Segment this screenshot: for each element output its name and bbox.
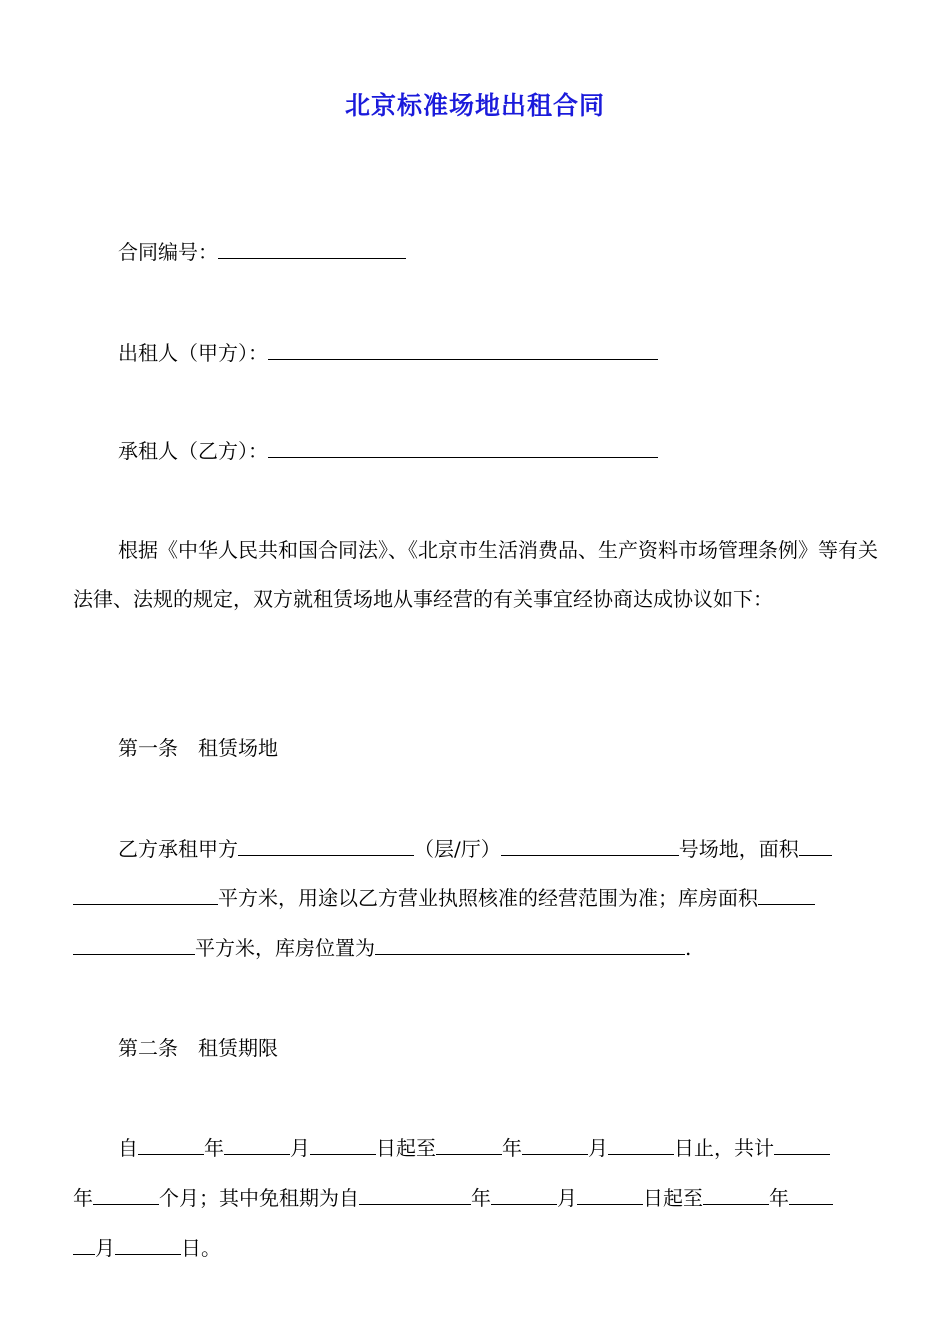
article-2-text: 个月；其中免租期为自 — [159, 1186, 359, 1210]
lessor-line — [118, 337, 658, 368]
document-title: 北京标准场地出租合同 — [344, 91, 605, 120]
area-blank-continued[interactable] — [73, 882, 218, 905]
article-2-heading: 第二条 租赁期限 — [118, 1036, 278, 1060]
contract-number-label: 合同编号： — [118, 240, 218, 264]
article-1-text: 平方米，库房位置为 — [195, 936, 375, 960]
article-2-text: 日起至 — [376, 1136, 436, 1160]
article-2-line-3 — [73, 1232, 221, 1263]
area-blank[interactable] — [799, 833, 832, 856]
article-1-line-2 — [73, 882, 815, 913]
free-start-year-blank[interactable] — [359, 1182, 471, 1205]
article-2-text: 年 — [471, 1186, 491, 1210]
end-day-blank[interactable] — [608, 1132, 674, 1155]
start-year-blank[interactable] — [138, 1132, 204, 1155]
warehouse-area-blank[interactable] — [758, 882, 815, 905]
article-1-text: . — [685, 936, 692, 960]
article-2-text: 月 — [95, 1236, 115, 1260]
free-end-year-blank[interactable] — [703, 1182, 769, 1205]
article-2-text: 日止，共计 — [674, 1136, 774, 1160]
contract-number-blank[interactable] — [218, 236, 406, 259]
article-2-text: 日起至 — [643, 1186, 703, 1210]
free-start-day-blank[interactable] — [577, 1182, 643, 1205]
preamble-paragraph: 根据《中华人民共和国合同法》、《北京市生活消费品、生产资料市场管理条例》等有关法律、法规的规定，双方就租赁场地从事经营的有关事宜经协商达成协议如下： — [73, 538, 878, 611]
article-2-text: 年 — [769, 1186, 789, 1210]
article-1-text: 乙方承租甲方 — [118, 837, 238, 861]
contract-number-line — [118, 236, 406, 267]
end-year-blank[interactable] — [436, 1132, 502, 1155]
lessee-blank[interactable] — [268, 435, 658, 458]
start-day-blank[interactable] — [310, 1132, 376, 1155]
article-2-line-1 — [118, 1132, 830, 1163]
floor-hall-blank[interactable] — [238, 833, 414, 856]
total-years-blank[interactable] — [774, 1132, 830, 1155]
article-1-text: （层/厅） — [414, 837, 501, 861]
article-1-line-3 — [73, 932, 691, 963]
free-end-month-blank[interactable] — [789, 1182, 833, 1205]
total-months-blank[interactable] — [93, 1182, 159, 1205]
warehouse-area-blank-continued[interactable] — [73, 932, 195, 955]
article-2-line-2 — [73, 1182, 833, 1213]
article-1-text: 号场地，面积 — [678, 837, 799, 861]
start-month-blank[interactable] — [224, 1132, 290, 1155]
lessor-label: 出租人（甲方）： — [118, 341, 268, 365]
free-end-day-blank[interactable] — [115, 1232, 181, 1255]
article-2-text: 月 — [557, 1186, 577, 1210]
lessee-label: 承租人（乙方）： — [118, 439, 268, 463]
article-2-text: 年 — [73, 1186, 93, 1210]
article-2-text: 月 — [588, 1136, 608, 1160]
article-2-text: 年 — [502, 1136, 522, 1160]
end-month-blank[interactable] — [522, 1132, 588, 1155]
article-2-text: 日。 — [181, 1236, 221, 1260]
warehouse-location-blank[interactable] — [375, 932, 685, 955]
lessor-blank[interactable] — [268, 337, 658, 360]
free-end-month-blank-continued[interactable] — [73, 1232, 95, 1255]
site-number-blank[interactable] — [501, 833, 679, 856]
article-1-text: 平方米，用途以乙方营业执照核准的经营范围为准；库房面积 — [218, 886, 758, 910]
article-2-text: 月 — [290, 1136, 310, 1160]
article-1-line-1 — [118, 833, 832, 864]
lessee-line — [118, 435, 658, 466]
article-2-text: 自 — [118, 1136, 138, 1160]
article-1-heading: 第一条 租赁场地 — [118, 736, 278, 760]
free-start-month-blank[interactable] — [491, 1182, 557, 1205]
article-2-text: 年 — [204, 1136, 224, 1160]
